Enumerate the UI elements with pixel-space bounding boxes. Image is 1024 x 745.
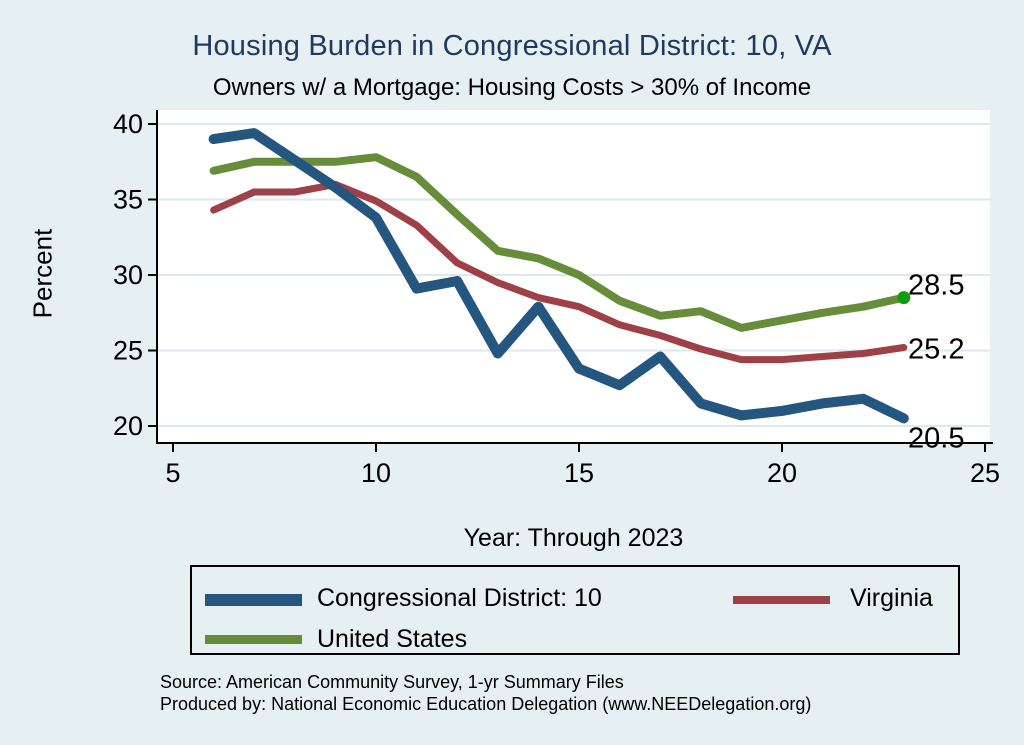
x-axis-title: Year: Through 2023 xyxy=(463,524,684,552)
y-tick-label: 25 xyxy=(112,335,143,366)
end-value-label-united-states: 28.5 xyxy=(908,269,965,302)
legend-swatch-congressional-district-10 xyxy=(205,594,302,606)
legend-label-congressional-district-10: Congressional District: 10 xyxy=(317,584,602,612)
y-axis-title: Percent xyxy=(27,228,58,319)
x-tick-label: 20 xyxy=(766,458,798,488)
x-tick-label: 5 xyxy=(165,458,181,488)
legend-swatch-virginia xyxy=(733,596,830,604)
end-value-label-virginia: 25.2 xyxy=(908,333,965,366)
y-tick-label: 35 xyxy=(112,184,143,215)
legend-label-virginia: Virginia xyxy=(850,584,933,612)
source-note xyxy=(160,671,811,715)
legend-label-united-states: United States xyxy=(317,625,468,653)
y-tick-label: 20 xyxy=(112,411,143,441)
x-tick-label: 15 xyxy=(563,458,595,488)
source-line: Source: American Community Survey, 1-yr Summary Files xyxy=(160,672,624,692)
x-tick-label: 25 xyxy=(969,458,1001,488)
end-value-label-congressional-district-10: 20.5 xyxy=(908,422,965,455)
chart-subtitle: Owners w/ a Mortgage: Housing Costs > 30% of Income xyxy=(212,74,812,101)
chart-title: Housing Burden in Congressional District: 10, VA xyxy=(192,30,832,62)
produced-by-line: Produced by: National Economic Education Delegation (www.NEEDelegation.org) xyxy=(160,694,812,714)
y-tick-label: 30 xyxy=(112,260,143,290)
x-tick-label: 10 xyxy=(360,458,392,488)
y-tick-label: 40 xyxy=(112,109,143,139)
legend xyxy=(190,565,960,655)
legend-swatch-united-states xyxy=(205,635,302,644)
